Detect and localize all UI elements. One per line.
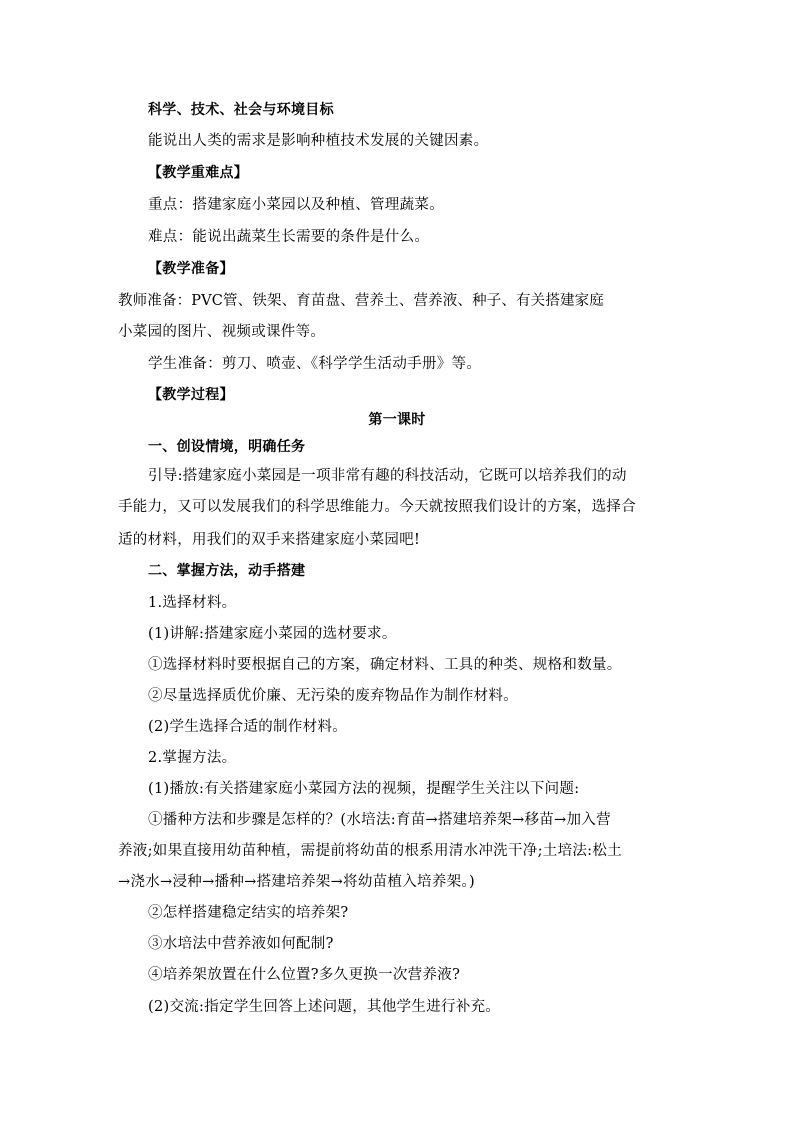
item-exchange: (2)交流:指定学生回答上述问题，其他学生进行补充。 (148, 999, 501, 1015)
item-nutrient-solution: ③水培法中营养液如何配制? (148, 936, 334, 952)
paragraph-guide-line2: 手能力，又可以发展我们的科学思维能力。今天就按照我们设计的方案，选择合 (118, 499, 636, 515)
lesson-title-first-period: 第一课时 (368, 412, 426, 428)
item-select-materials: 1.选择材料。 (148, 595, 237, 611)
item-sowing-steps-line3: →浇水→浸种→播种→搭建培养架→将幼苗植入培养架。) (118, 874, 475, 890)
item-sowing-steps-line1: ①播种方法和步骤是怎样的？(水培法:育苗→搭建培养架→移苗→加入营 (148, 812, 611, 828)
heading-key-difficult-points: 【教学重难点】 (148, 165, 249, 181)
item-rack-placement: ④培养架放置在什么位置?多久更换一次营养液? (148, 967, 461, 983)
item-use-waste-materials: ②尽量选择质优价廉、无污染的废弃物品作为制作材料。 (148, 688, 518, 704)
item-stable-rack: ②怎样搭建稳定结实的培养架? (148, 905, 349, 921)
paragraph-teacher-preparation-line1: 教师准备：PVC管、铁架、育苗盘、营养土、营养液、种子、有关搭建家庭 (118, 293, 604, 309)
heading-master-method: 二、掌握方法，动手搭建 (148, 563, 306, 579)
paragraph-student-preparation: 学生准备：剪刀、喷壶、《科学学生活动手册》等。 (148, 356, 482, 372)
paragraph-teacher-preparation-line2: 小菜园的图片、视频或课件等。 (118, 324, 326, 340)
paragraph-sts-goal: 能说出人类的需求是影响种植技术发展的关键因素。 (148, 133, 489, 149)
paragraph-key-point: 重点：搭建家庭小菜园以及种植、管理蔬菜。 (148, 197, 444, 213)
item-master-method: 2.掌握方法。 (148, 750, 237, 766)
item-explain-requirements: (1)讲解:搭建家庭小菜园的选材要求。 (148, 626, 397, 642)
paragraph-guide-line3: 适的材料，用我们的双手来搭建家庭小菜园吧! (118, 532, 421, 548)
section-heading-sts-goal: 科学、技术、社会与环境目标 (148, 102, 334, 118)
item-sowing-steps-line2: 养液;如果直接用幼苗种植，需提前将幼苗的根系用清水冲洗干净;土培法:松土 (118, 843, 622, 859)
heading-create-situation: 一、创设情境，明确任务 (148, 439, 306, 455)
heading-teaching-preparation: 【教学准备】 (148, 261, 234, 277)
paragraph-difficult-point: 难点：能说出蔬菜生长需要的条件是什么。 (148, 229, 430, 245)
heading-teaching-process: 【教学过程】 (148, 387, 234, 403)
item-students-choose-materials: (2)学生选择合适的制作材料。 (148, 719, 348, 735)
paragraph-guide-line1: 引导:搭建家庭小菜园是一项非常有趣的科技活动，它既可以培养我们的动 (148, 468, 627, 484)
item-play-video: (1)播放:有关搭建家庭小菜园方法的视频，提醒学生关注以下问题: (148, 781, 580, 797)
item-choose-by-plan: ①选择材料时要根据自己的方案，确定材料、工具的种类、规格和数量。 (148, 657, 622, 673)
